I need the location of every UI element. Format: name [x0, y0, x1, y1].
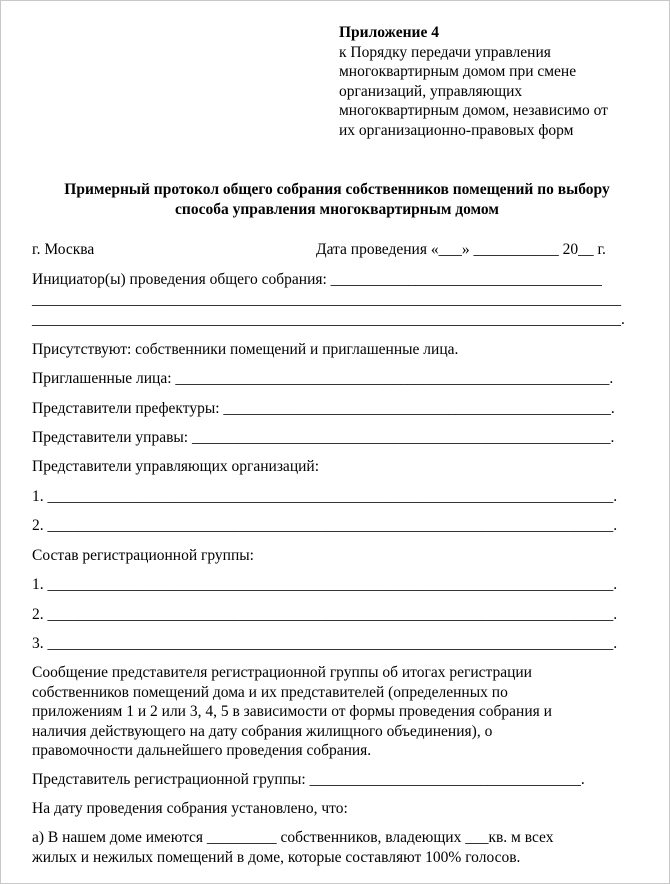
- message-line: правомочности дальнейшего проведения собрания.: [32, 742, 372, 759]
- appendix-line: многоквартирным домом при смене: [339, 63, 577, 80]
- established-text: На дату проведения собрания установлено, что:: [32, 800, 348, 817]
- message-line: Сообщение представителя регистрационной группы об итогах регистрации: [32, 664, 532, 681]
- appendix-line: их организационно-правовых форм: [339, 121, 574, 139]
- appendix-line: организаций, управляющих: [339, 82, 523, 100]
- appendix-title: Приложение 4: [339, 24, 439, 41]
- message-line: собственников помещений дома и их представителей (определенных по: [32, 683, 508, 701]
- appendix-line: к Порядку передачи управления: [339, 43, 551, 61]
- invited-field: Приглашенные лица: ________________________________________________________.: [32, 370, 614, 387]
- registration-message: [32, 663, 617, 761]
- document-title: [21, 180, 653, 219]
- mgmt-org-item: 2. _________________________________________________________________________.: [32, 517, 618, 534]
- title-line: способа управления многоквартирным домом: [175, 200, 499, 218]
- item-a: [32, 828, 617, 867]
- city: г. Москва: [32, 241, 95, 258]
- date-line: Дата проведения «___» ___________ 20__ г.: [316, 241, 606, 258]
- prefecture-field: Представители префектуры: __________________________________________________.: [32, 400, 615, 417]
- uprava-field: Представители управы: ______________________________________________________.: [32, 429, 615, 446]
- reg-group-item: 3. _________________________________________________________________________.: [32, 635, 618, 652]
- mgmt-org-item: 1. _________________________________________________________________________.: [32, 488, 618, 505]
- message-line: приложениям 1 и 2 или 3, 4, 5 в зависимости от формы проведения собрания и: [32, 703, 552, 720]
- initiator-field: Инициатор(ы) проведения общего собрания: ___________________________________: [32, 271, 602, 288]
- appendix-line: многоквартирным домом, независимо от: [339, 102, 608, 119]
- reg-group-item: 2. _________________________________________________________________________.: [32, 606, 618, 623]
- item-a-line: жилых и нежилых помещений в доме, которые составляют 100% голосов.: [32, 848, 521, 866]
- reg-group-item: 1. _________________________________________________________________________.: [32, 576, 618, 593]
- message-line: наличия действующего на дату собрания жилищного объединения), о: [32, 722, 493, 740]
- blank-line: ____________________________________________________________________________.: [32, 311, 625, 328]
- item-a-line: а) В нашем доме имеются _________ собственников, владеющих ___кв. м всех: [32, 829, 554, 846]
- present-text: Присутствуют: собственники помещений и приглашенные лица.: [32, 341, 459, 358]
- appendix-block: [339, 23, 659, 140]
- blank-line: ____________________________________________________________________________: [32, 291, 621, 308]
- title-line: Примерный протокол общего собрания собственников помещений по выбору: [64, 181, 610, 198]
- reg-group-heading: Состав регистрационной группы:: [32, 547, 254, 564]
- mgmt-orgs-heading: Представители управляющих организаций:: [32, 458, 320, 475]
- reg-rep-field: Представитель регистрационной группы: ___________________________________.: [32, 771, 585, 788]
